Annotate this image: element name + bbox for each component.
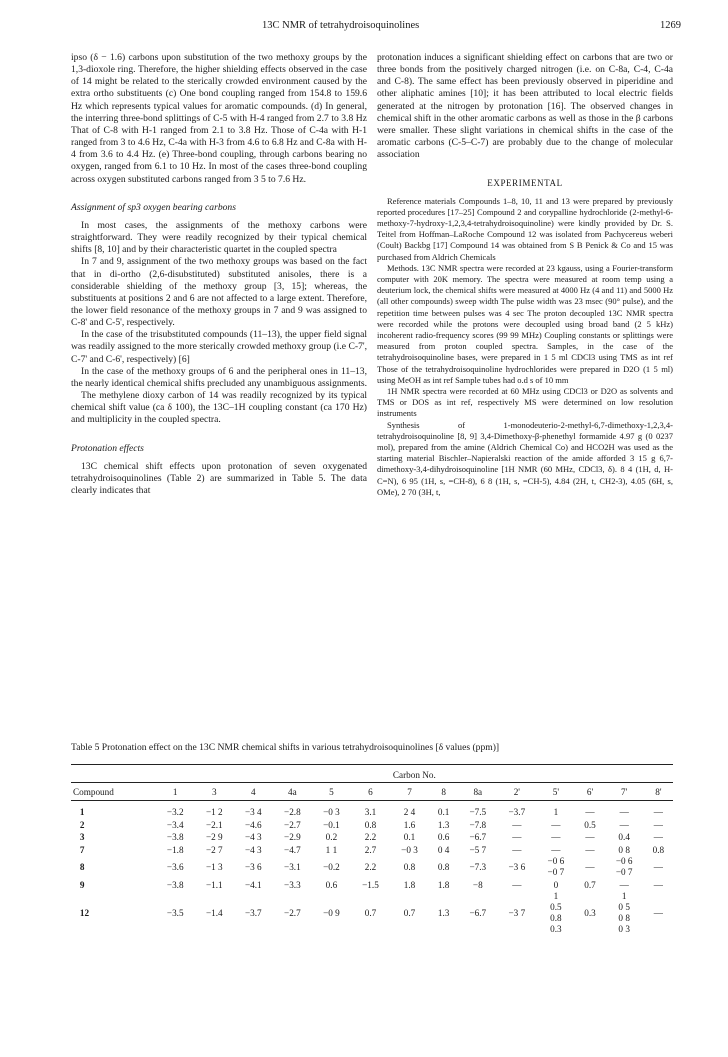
table-cell: −3 4 <box>244 807 262 818</box>
table-cell: 0.5 <box>584 819 596 830</box>
page-header <box>0 20 728 36</box>
running-title: 13C NMR of tetrahydroisoquinolines <box>262 20 420 31</box>
table-cell: −1.1 <box>205 879 223 890</box>
table-cell: −7.5 <box>469 807 487 818</box>
table-caption: Table 5 Protonation effect on the 13C NMR chemical shifts in various tetrahydroisoquinolines [δ values (ppm)] <box>71 742 500 753</box>
table-cell: −0.1 <box>323 819 340 830</box>
compound-cell: 12 <box>73 907 90 918</box>
paragraph: In the case of the trisubstituted compounds (11–13), the upper field signal was readily assigned to the more sterically crowded methoxy group (i.e C-7', C-7' and C-6', respectively) [6] <box>71 329 367 365</box>
table-cell: 1.8 <box>437 879 450 890</box>
compound-cell: 9 <box>73 879 85 890</box>
table-cell: −0.2 <box>323 862 340 873</box>
paragraph: Synthesis of 1-monodeuterio-2-methyl-6,7-dimethoxy-1,2,3,4-tetrahydroisoquinoline [8, 9] 3,4-Dimethoxy-β-phenethyl formamide 4.97 g (0 0237 mol), prepared from the amine (Aldrich Chemical Co) and HCO2H was used as the starting material Bischler–Napieralski reaction of the amide afforded 3 15 g 6,7-dimethoxy-3,4-dihydroisoquinoline [1H NMR (60 MHz, CDCl3, δ). 8 4 (1H, d, H-C=N), 6 95 (1H, s, =CH-8), 6 8 (1H, s, =CH-5), 4.84 (2H, t, CH2-3), 4.05 (6H, s, OMe), 2 70 (3H, t, <box>377 419 673 497</box>
table-header-cell: 8a <box>458 783 497 801</box>
table-cell: 1.3 <box>437 819 450 830</box>
table-cell: −0 9 <box>323 907 340 918</box>
section-heading: Protonation effects <box>71 442 144 454</box>
table-cell: — <box>619 807 629 818</box>
table-cell: −5 7 <box>469 845 487 856</box>
table-cell: −1.8 <box>166 845 184 856</box>
table-cell: −3.8 <box>166 832 184 843</box>
table-cell: 0.8 <box>364 819 377 830</box>
table-cell: 1 0 5 0 8 0 3 <box>618 890 630 934</box>
table-cell: 0.4 <box>618 832 630 843</box>
table-cell: — <box>512 832 522 843</box>
table-row <box>71 891 673 935</box>
paragraph: In most cases, the assignments of the methoxy carbons were straightforward. They were readily recognized by their typical chemical shifts [8, 10] and by their characteristic quartet in the coupled spectra <box>71 219 367 256</box>
compound-cell: 3 <box>73 832 85 843</box>
table-header-cell: 4a <box>273 783 312 801</box>
table-header-cell: 8 <box>429 783 458 801</box>
table-cell: 0.6 <box>325 879 338 890</box>
compound-cell: 1 <box>73 807 85 818</box>
paragraph: In 7 and 9, assignment of the two methoxy groups was based on the fact that in di-ortho (2,6-disubstituted) substituted anisoles, there is a considerable shielding of the methoxy group [3, 15]; whereas, the substituents at positions 2 and 6 are not affected to a large extent. Therefore, the lower field resonance of the methoxy groups in 7 and 9 was assigned to C-8' and C-5', respectively. <box>71 256 367 329</box>
compound-cell: 7 <box>73 845 85 856</box>
paragraph: In the case of the methoxy groups of 6 and the peripheral ones in 11–13, the nearly identical chemical shifts precluded any unambiguous assignments. <box>71 365 367 389</box>
table-cell: −3.6 <box>166 862 184 873</box>
table-header-cell: 4 <box>234 783 273 801</box>
table-cell: −3 7 <box>508 907 526 918</box>
table-header-cell: 8' <box>644 783 673 801</box>
table-header-cell: 5 <box>312 783 351 801</box>
table-header-cell <box>71 765 156 783</box>
table-cell: — <box>653 862 663 873</box>
table-cell: — <box>551 832 561 843</box>
table-cell: 2.7 <box>364 845 377 856</box>
table-cell: −3 6 <box>508 862 526 873</box>
table-cell: −4.1 <box>244 879 262 890</box>
table-cell: — <box>619 819 629 830</box>
table-cell: 0 4 <box>437 845 450 856</box>
paragraph: protonation induces a significant shielding effect on carbons that are two or three bonds from the positively charged nitrogen (i.e. on C-8a, C-4, C-4a and C-8). The same effect has been previously observed in piperidine and other aliphatic amines [10]; it has been attributed to local electric fields generated at the nitrogen by protonation [16]. The observed changes in chemical shift in the other aromatic carbons as well as those in the β carbons were smaller. These slight variations in chemical shifts in the case of the aromatic carbons (C-5–C-7) are probably due to the change of molecular association <box>377 52 673 161</box>
table-cell: — <box>551 819 561 830</box>
table-cell: −0 6 −0 7 <box>615 856 633 878</box>
table-cell: −1.4 <box>205 907 223 918</box>
table-cell: — <box>653 819 663 830</box>
table-cell: 0.3 <box>584 907 596 918</box>
compound-cell: 8 <box>73 862 85 873</box>
table-cell: −1 3 <box>205 862 223 873</box>
table-cell: — <box>585 832 595 843</box>
table-cell: 0.7 <box>364 907 377 918</box>
table-cell: −7.3 <box>469 862 487 873</box>
table-cell: — <box>585 807 595 818</box>
table-cell: 1 0.5 0.8 0.3 <box>550 890 562 934</box>
table-cell: −1.5 <box>362 879 379 890</box>
left-column <box>71 52 367 497</box>
table-row <box>71 801 673 819</box>
table-header-cell: 7 <box>390 783 429 801</box>
table-cell: −4 3 <box>244 845 262 856</box>
table-cell: 1.8 <box>403 879 416 890</box>
table-cell: −2 9 <box>205 832 223 843</box>
table-cell: 0 <box>553 879 559 890</box>
table-cell: 2.2 <box>364 862 377 873</box>
table-cell: 2 4 <box>403 807 416 818</box>
table-row <box>71 856 673 878</box>
table-cell: — <box>585 845 595 856</box>
table-cell: −6.7 <box>469 907 487 918</box>
paragraph: 1H NMR spectra were recorded at 60 MHz using CDCl3 or D2O as solvents and TMS or DOS as int ref, respectively MS were determined on low resolution instruments <box>377 386 673 419</box>
table-cell: −3.3 <box>284 879 301 890</box>
table-header-cell: 3 <box>195 783 234 801</box>
table-header-cell: 5' <box>536 783 575 801</box>
table-cell: 1.3 <box>437 907 450 918</box>
table-cell: −0 3 <box>401 845 418 856</box>
table-cell: 0.8 <box>652 845 665 856</box>
table-cell: 0.2 <box>325 832 338 843</box>
table-cell: 1 1 <box>325 845 338 856</box>
table-cell: −3 6 <box>244 862 262 873</box>
right-column <box>377 52 673 498</box>
table-row <box>71 844 673 857</box>
table-cell: — <box>619 879 629 890</box>
table-cell: −2.8 <box>284 807 301 818</box>
compound-cell: 2 <box>73 819 85 830</box>
table-cell: 1 <box>553 807 559 818</box>
table-cell: — <box>585 862 595 873</box>
table-cell: −6.7 <box>469 832 487 843</box>
paragraph: The methylene dioxy carbon of 14 was readily recognized by its typical chemical shift value (ca δ 100), the 13C–1H coupling constant (ca 170 Hz) and multiplicity in the coupled spectra. <box>71 390 367 426</box>
table-cell: 0.8 <box>403 862 416 873</box>
table-cell: −0 3 <box>323 807 340 818</box>
table-cell: 2.2 <box>364 832 377 843</box>
paragraph: ipso (δ − 1.6) carbons upon substitution of the two methoxy groups by the 1,3-dioxole ring. Therefore, the higher shielding effects observed in the case of 14 might be related to the sterically crowded environment caused by the extra ortho substituents (c) One bond coupling ranged from 154.8 to 159.6 Hz which represents typical values for aromatic compounds. (d) In general, the interring three-bond splittings of C-5 with H-4 ranged from 2.7 to 3.8 Hz That of C-8 with H-1 ranged from 2.1 to 3.8 Hz. Those of C-4a with H-1 ranged from 3 to 4.6 Hz, C-4a with H-3 from 4.6 to 6.8 Hz and C-8a with H-4 from 3.6 to 4.4 Hz. (e) Three-bond coupling, through carbons bearing no oxygen, ranged from 6.1 to 10 Hz. In most of the cases three-bond coupling across oxygen substituted carbons ranged from 3 5 to 7.6 Hz. <box>71 52 367 185</box>
table-super-header <box>71 765 673 783</box>
table-cell: — <box>653 907 663 918</box>
table-cell: 1.6 <box>403 819 416 830</box>
table-cell: −4.7 <box>284 845 301 856</box>
table-cell: 0 8 <box>618 845 630 856</box>
table-cell: −2 7 <box>205 845 223 856</box>
table-cell: — <box>512 879 522 890</box>
section-heading: Assignment of sp3 oxygen bearing carbons <box>71 201 236 213</box>
table-cell: 0.8 <box>437 862 450 873</box>
paragraph: Methods. 13C NMR spectra were recorded at 23 kgauss, using a Fourier-transform computer with 20K memory. The spectra were measured at room temp using a deuterium lock, the chemical shifts were measured at 4000 Hz (4 and 11) and 5000 Hz (all other compounds) sweep width The pulse width was 23 msec (90° pulse), and the repetition time between pulses was 4 sec The proton decoupled 13C NMR spectra were recorded while the protons were decoupled using broad band (2 5 kHz) incoherent radio-frequency scores (99 99 MHz) Coupling constants or splittings were measured from proton coupled spectra. Samples, in the case of the tetrahydroisoquinoline bases, were prepared in 1 5 ml CDCl3 using TMS as int ref Those of the tetrahydroisoquinoline hydrochlorides were prepared in D2O (1 5 ml) using MeOH as int ref Sample tubes had o.d s of 10 mm <box>377 262 673 385</box>
table-row <box>71 831 673 844</box>
table-header-cell: 7' <box>605 783 644 801</box>
table-cell: −7.8 <box>469 819 487 830</box>
section-heading: EXPERIMENTAL <box>487 178 563 189</box>
table-cell: 3.1 <box>364 807 377 818</box>
table-header-cell: 1 <box>156 783 195 801</box>
table-body <box>71 801 673 935</box>
table-cell: −8 <box>472 879 483 890</box>
table-cell: −2.7 <box>284 907 301 918</box>
table-header-cell: 6' <box>575 783 604 801</box>
table-cell: 0.7 <box>403 907 416 918</box>
table-header-cell: 6 <box>351 783 390 801</box>
table-cell: −3.2 <box>166 807 184 818</box>
table-cell: −3.1 <box>284 862 301 873</box>
table-cell: −2.1 <box>205 819 223 830</box>
table-cell: — <box>512 819 522 830</box>
table-row <box>71 819 673 832</box>
table-cell: — <box>551 845 561 856</box>
paragraph: Reference materials Compounds 1–8, 10, 11 and 13 were prepared by previously reported procedures [17–25] Compound 2 and corypalline hydrochloride (2-methyl-6-methoxy-7-hydroxy-1,2,3,4-tetrahydroisoquinoline) were kindly provided by Dr. S. Teitel from Hoffman–LaRoche Compound 12 was isolated from Pachycereus weberi (Coult) Backbg [17] Compound 14 was obtained from S B Penick & Co and 15 was purchased from Aldrich Chemicals <box>377 195 673 262</box>
page-number: 1269 <box>660 20 681 31</box>
table-cell: — <box>653 832 663 843</box>
table-cell: −3.7 <box>244 907 262 918</box>
table-cell: −3.7 <box>508 807 526 818</box>
table-cell: 0.7 <box>584 879 596 890</box>
table-cell: −3.5 <box>166 907 184 918</box>
table-header-cell: Compound <box>71 783 156 801</box>
table-cell: — <box>512 845 522 856</box>
paragraph: 13C chemical shift effects upon protonation of seven oxygenated tetrahydroisoquinolines (Table 2) are summarized in Table 5. The data clearly indicates that <box>71 460 367 496</box>
table-cell: −3.8 <box>166 879 184 890</box>
table-cell: −1 2 <box>205 807 223 818</box>
table-cell: 0.1 <box>437 807 450 818</box>
table-cell: — <box>653 807 663 818</box>
table-cell: −4.6 <box>244 819 262 830</box>
table-cell: −2.9 <box>284 832 301 843</box>
table-cell: −3.4 <box>166 819 184 830</box>
carbon-number-label: Carbon No. <box>156 765 673 783</box>
table-cell: 0.6 <box>437 832 450 843</box>
table-header-cell: 2' <box>497 783 536 801</box>
table-cell: 0.1 <box>403 832 416 843</box>
table-cell: — <box>653 879 663 890</box>
table-cell: −4 3 <box>244 832 262 843</box>
table-header-row <box>71 783 673 801</box>
table-row <box>71 878 673 891</box>
table-cell: −0 6 −0 7 <box>547 856 565 878</box>
data-table <box>71 764 673 935</box>
table-cell: −2.7 <box>284 819 301 830</box>
